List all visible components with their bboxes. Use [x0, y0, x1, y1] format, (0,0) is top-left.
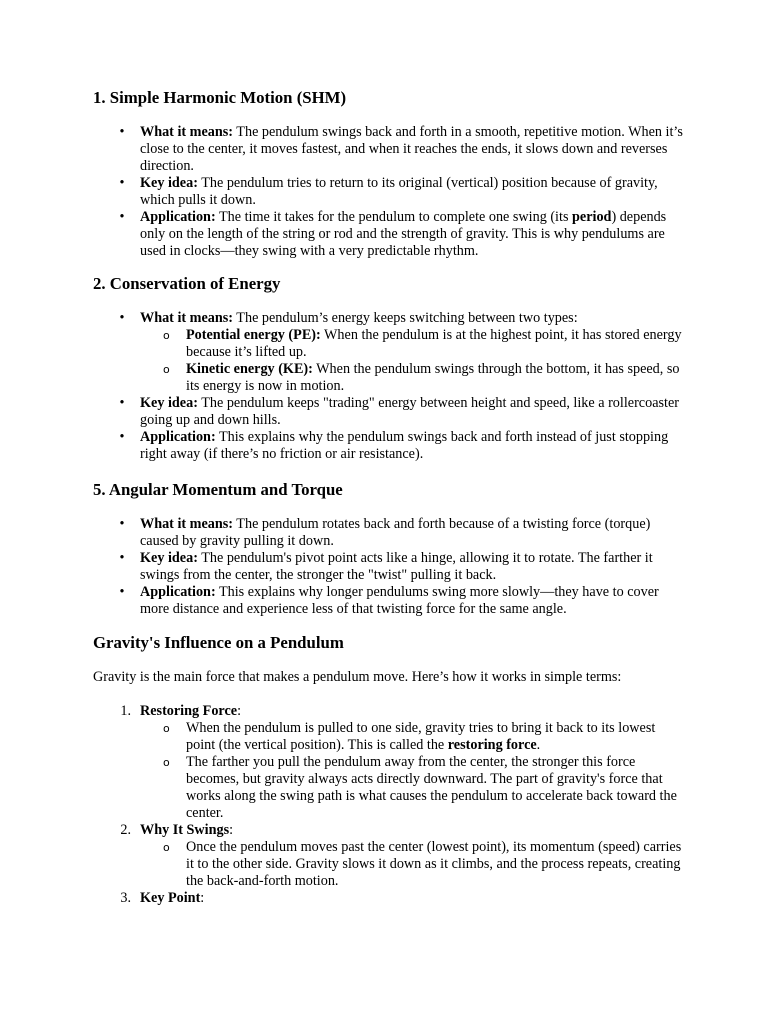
- item-label: Key Point: [140, 890, 201, 906]
- restoring-sublist: [140, 720, 683, 822]
- bullet-marker: •: [119, 550, 125, 566]
- bullet-marker: •: [119, 516, 125, 532]
- list-item: [93, 584, 683, 618]
- list-item: [93, 890, 683, 907]
- item-text: This explains why longer pendulums swing more slowly—they have to cover more distance and experience less of that twisting force for the same angle.: [140, 584, 659, 617]
- item-text: The pendulum keeps "trading" energy between height and speed, like a rollercoaster going up and down hills.: [140, 395, 679, 428]
- item-text: Once the pendulum moves past the center (lowest point), its momentum (speed) carries it to the other side. Gravity slows it down as it climbs, and the process repeats, creating the back-and-forth motion.: [186, 839, 682, 889]
- item-label: Key idea:: [140, 395, 198, 411]
- item-label: Restoring Force: [140, 703, 238, 719]
- item-label: Application:: [140, 429, 216, 445]
- bullet-marker: •: [119, 584, 125, 600]
- sub-marker: o: [163, 841, 170, 854]
- list-item: [93, 175, 683, 209]
- item-bold: period: [572, 209, 612, 225]
- list-item: [93, 550, 683, 584]
- item-text: When the pendulum is pulled to one side, gravity tries to bring it back to its lowest point (the vertical position). This is called the: [186, 720, 656, 753]
- number-marker: 2.: [120, 822, 131, 838]
- list-item: [93, 395, 683, 429]
- item-label: What it means:: [140, 516, 234, 532]
- sub-marker: o: [163, 329, 170, 342]
- item-text: When the pendulum swings through the bottom, it has speed, so its energy is now in motion.: [186, 361, 680, 394]
- item-text: The pendulum's pivot point acts like a hinge, allowing it to rotate. The farther it swings from the center, the stronger the "twist" pulling it back.: [140, 550, 653, 583]
- item-text: ) depends only on the length of the string or rod and the strength of gravity. This is why pendulums are used in clocks—they swing with a very predictable rhythm.: [140, 209, 667, 259]
- item-label: What it means:: [140, 124, 234, 140]
- sub-marker: o: [163, 756, 170, 769]
- angular-list: [93, 516, 683, 618]
- item-text: The farther you pull the pendulum away from the center, the stronger this force becomes, but gravity always acts directly downward. The part of gravity's force that works along the swing path is what causes the pendulum to accelerate back toward the center.: [186, 754, 677, 821]
- item-label: Key idea:: [140, 175, 198, 191]
- list-item: [93, 516, 683, 550]
- item-text: The time it takes for the pendulum to complete one swing (its: [215, 209, 573, 225]
- section-heading-angular: 5. Angular Momentum and Torque: [93, 480, 343, 499]
- bullet-marker: •: [119, 429, 125, 445]
- item-text: The pendulum swings back and forth in a smooth, repetitive motion. When it’s close to the center, it moves fastest, and when it reaches the ends, it slows down and reverses direction.: [140, 124, 683, 174]
- item-text: This explains why the pendulum swings back and forth instead of just stopping right away (if there’s no friction or air resistance).: [140, 429, 669, 462]
- section-heading-shm: 1. Simple Harmonic Motion (SHM): [93, 88, 347, 107]
- item-label: Potential energy (PE):: [186, 327, 321, 343]
- bullet-marker: •: [119, 395, 125, 411]
- number-marker: 1.: [120, 703, 131, 719]
- item-label: Key idea:: [140, 550, 198, 566]
- sub-marker: o: [163, 722, 170, 735]
- sub-list-item: [93, 839, 683, 890]
- item-text: When the pendulum is at the highest point, it has stored energy because it’s lifted up.: [186, 327, 682, 360]
- item-label: What it means:: [140, 310, 234, 326]
- list-item: [93, 703, 683, 822]
- item-text: The pendulum tries to return to its original (vertical) position because of gravity, which pulls it down.: [140, 175, 658, 208]
- energy-list: [93, 310, 683, 463]
- bullet-marker: •: [119, 209, 125, 225]
- list-item: [93, 429, 683, 463]
- item-colon: :: [200, 890, 205, 906]
- item-label: Application:: [140, 209, 216, 225]
- number-marker: 3.: [120, 890, 131, 906]
- item-colon: :: [229, 822, 234, 838]
- item-colon: :: [237, 703, 242, 719]
- bullet-marker: •: [119, 175, 125, 191]
- item-bold: restoring force: [447, 737, 537, 753]
- bullet-marker: •: [119, 124, 125, 140]
- sub-list-item: [93, 754, 683, 822]
- list-item: [93, 124, 683, 175]
- list-item: [93, 822, 683, 890]
- list-item: [93, 209, 683, 260]
- sub-list-item: [93, 720, 683, 754]
- item-label: Application:: [140, 584, 216, 600]
- list-item: [93, 310, 683, 395]
- gravity-list: [93, 703, 683, 907]
- sub-list-item: [93, 327, 683, 361]
- energy-sublist: [140, 327, 683, 395]
- item-label: Why It Swings: [140, 822, 230, 838]
- gravity-intro: Gravity is the main force that makes a pendulum move. Here’s how it works in simple terms:: [93, 669, 622, 685]
- item-text: The pendulum’s energy keeps switching between two types:: [233, 310, 578, 326]
- swings-sublist: [140, 839, 683, 890]
- sub-list-item: [93, 361, 683, 395]
- item-label: Kinetic energy (KE):: [186, 361, 313, 377]
- item-text: .: [536, 737, 541, 753]
- item-text: The pendulum rotates back and forth because of a twisting force (torque) caused by gravity pulling it down.: [140, 516, 651, 549]
- shm-list: [93, 124, 683, 260]
- bullet-marker: •: [119, 310, 125, 326]
- section-heading-gravity: Gravity's Influence on a Pendulum: [93, 633, 344, 652]
- section-heading-energy: 2. Conservation of Energy: [93, 274, 281, 293]
- sub-marker: o: [163, 363, 170, 376]
